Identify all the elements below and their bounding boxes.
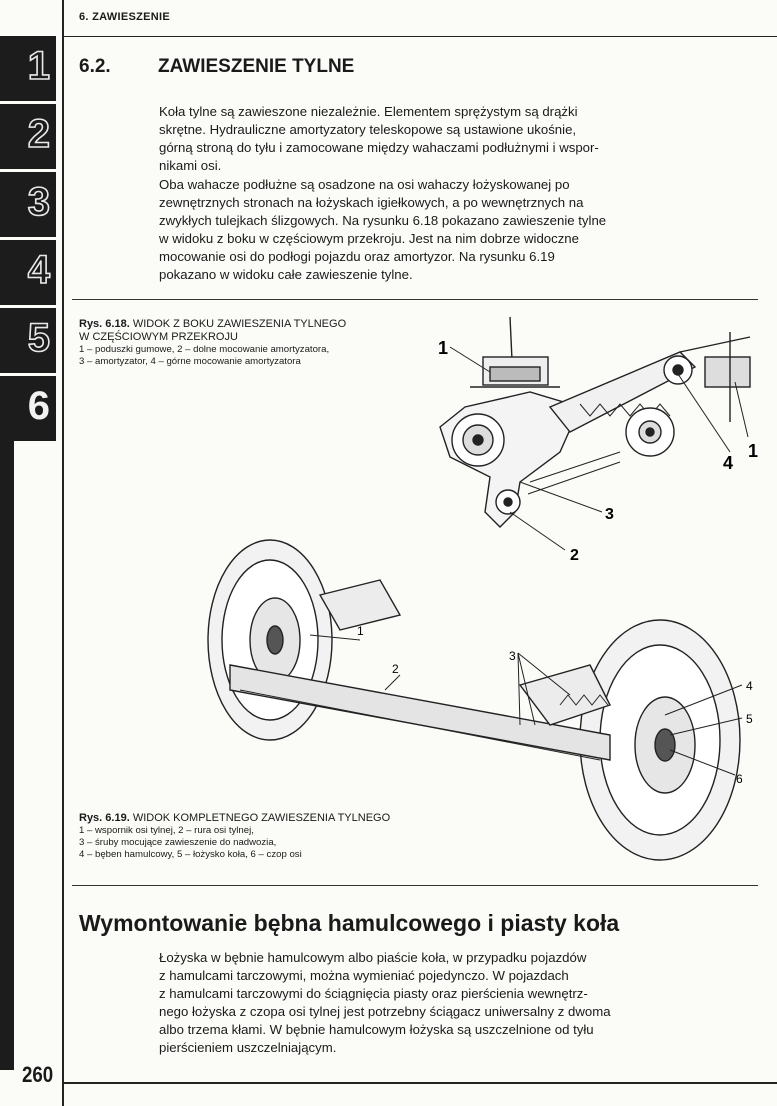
chapter-tab-strip (0, 440, 14, 1070)
svg-text:4: 4 (723, 453, 734, 473)
chapter-tab-1[interactable]: 1 (0, 36, 56, 104)
chapter-tab-3[interactable]: 3 (0, 172, 56, 240)
svg-text:3: 3 (605, 506, 614, 523)
chapter-tab-4[interactable]: 4 (0, 240, 56, 308)
footer-rule (62, 1082, 777, 1084)
figure-6-18-drawing (410, 312, 770, 562)
paragraph-1: Koła tylne są zawieszone niezależnie. Elementem sprężystym są drążki skrętne. Hydrauliczne amortyzatory teleskopowe są ustawione ukośnie, górną stroną do tyłu i zamocowane między wahaczami podłużnymi i wspor- nikami osi. (159, 104, 599, 173)
paragraph-3: Łożyska w bębnie hamulcowym albo piaście koła, w przypadku pojazdów z hamulcami tarczowymi, można wymieniać pojedynczo. W pojazdach z hamulcami tarczowymi do ściągnięcia piasty oraz pierścienia wewnętrz- nego łożyska z czopa osi tylnej jest potrzebny ściągacz uniwersalny z dwoma albo trzema kłami. W bębnie hamulcowym łożyska są uszczelnione od tyłu pierścieniem uszczelniającym. (159, 950, 611, 1055)
margin-line (62, 0, 64, 1106)
chapter-tab-5[interactable]: 5 (0, 308, 56, 376)
section-number: 6.2. (79, 56, 111, 77)
svg-text:5: 5 (746, 712, 753, 726)
page-number: 260 (22, 1062, 54, 1087)
figure-6-19-caption: Rys. 6.19. WIDOK KOMPLETNEGO ZAWIESZENIA TYLNEGO 1 – wspornik osi tylnej, 2 – rura osi tylnej, 3 – śruby mocujące zawieszenie do nadwozia, 4 – bęben hamulcowy, 5 – łożysko koła, 6 – czop osi (79, 812, 391, 860)
svg-text:1: 1 (438, 338, 449, 358)
svg-text:4: 4 (746, 679, 753, 693)
svg-text:1: 1 (357, 624, 364, 638)
divider-1 (72, 299, 758, 300)
divider-2 (72, 885, 758, 886)
chapter-tabs (0, 36, 56, 444)
svg-text:6: 6 (736, 772, 743, 786)
subsection-title: Wymontowanie bębna hamulcowego i piasty koła (79, 910, 620, 936)
figure-6-18-caption: Rys. 6.18. WIDOK Z BOKU ZAWIESZENIA TYLNEGO W CZĘŚCIOWYM PRZEKROJU 1 – poduszki gumowe, 2 – dolne mocowanie amortyzatora, 3 – amortyzator, 4 – górne mocowanie amortyzatora (79, 318, 347, 367)
paragraph-2: Oba wahacze podłużne są osadzone na osi wahaczy łożyskowanej po zewnętrznych stronach na łożyskach igiełkowych, a po wewnętrznych na zwykłych tulejkach ślizgowych. Na rysunku 6.18 pokazano zawieszenie tylne w widoku z boku w częściowym przekroju. Jest na nim dobrze widoczne mocowanie osi do podłogi pojazdu oraz amortyzor. Na rysunku 6.19 pokazano w widoku całe zawieszenie tylne. (159, 177, 607, 282)
chapter-tab-6-active[interactable]: 6 (0, 376, 56, 444)
svg-text:3: 3 (509, 649, 516, 663)
svg-text:2: 2 (392, 662, 399, 676)
section-title: ZAWIESZENIE TYLNE (158, 56, 355, 77)
chapter-tab-2[interactable]: 2 (0, 104, 56, 172)
svg-text:2: 2 (570, 547, 579, 562)
svg-text:1: 1 (748, 441, 759, 461)
running-header: 6. ZAWIESZENIE (79, 11, 170, 23)
